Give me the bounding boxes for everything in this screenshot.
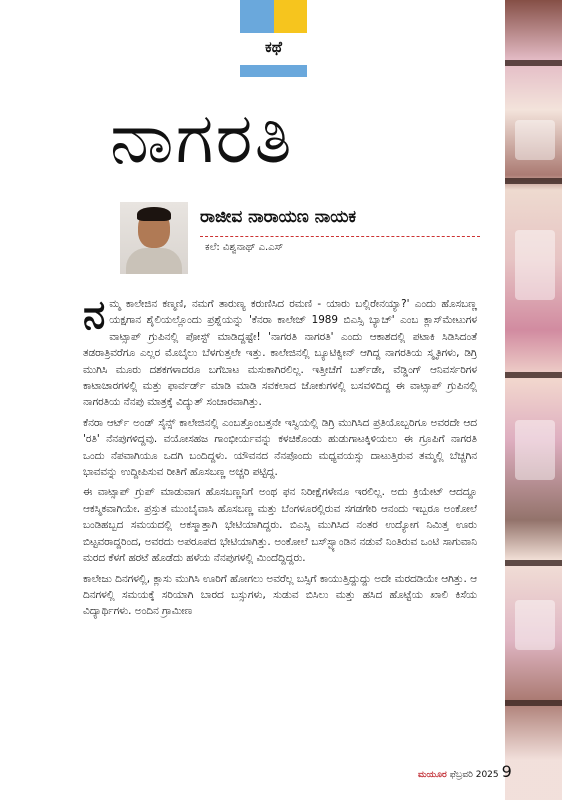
story-body [83,291,477,624]
paragraph: ಈ ವಾಟ್ಸಾಪ್ ಗ್ರುಪ್ ಮಾಡುವಾಗ ಹೊಸಬಣ್ಣನಿಗೆ ಅಂಥ ಫನ ನಿರೀಕ್ಷೆಗಳೇನೂ ಇರಲಿಲ್ಲ. ಅದು ಕ್ರಿಯೇಟ್ ಆದದ್ದೂ ಆಕಸ್ಮಿಕವಾಗಿಯೇ. ಪ್ರಸ್ತುತ ಮುಂಬೈವಾಸಿ ಹೊಸಬಣ್ಣ ಮತ್ತು ಬೆಂಗಳೂರಲ್ಲಿರುವ ಸಗಡಗೇರಿ ಆನಂದು ಇಬ್ಬರೂ ಅಂಕೋಲೆ ಬಂಡಿಹಬ್ಬದ ಸಮಯದಲ್ಲಿ ಅಕಸ್ಮಾತ್ತಾಗಿ ಭೇಟಿಯಾಗಿದ್ದರು. ಬಿಎಸ್ಸಿ ಮುಗಿಸಿದ ನಂತರ ಉದ್ಯೋಗ ನಿಮಿತ್ತ ಊರು ಬಿಟ್ಟವರಾದ್ದರಿಂದ, ಅವರದು ಅಪರೂಪದ ಭೇಟಿಯಾಗಿತ್ತು. ಅಂಕೋಲೆ ಬಸ್‌ಸ್ಟ್ಯಾಂಡಿನ ನಡುವೆ ನಿಂತಿರುವ ಒಂಟಿ ಸಾಗುವಾನಿ ಮರದ ಕೆಳಗೆ ಹರಟೆ ಹೊಡೆದು ಹಳೆಯ ನೆನಪುಗಳಲ್ಲಿ ಮಿಂದೆದ್ದಿದ್ದರು. [83,486,477,565]
section-label: ಕಥೆ [264,38,283,56]
paragraph: ಕೆನರಾ ಆರ್ಟ್ ಅಂಡ್ ಸೈನ್ಸ್ ಕಾಲೇಜಿನಲ್ಲಿ ಎಂಬತ್ತೊಂಬತ್ತನೇ ಇಸ್ವಿಯಲ್ಲಿ ಡಿಗ್ರಿ ಮುಗಿಸಿದ ಪ್ರತಿಯೊಬ್ಬರಿಗೂ ಅವರದೇ ಆದ 'ರತಿ' ನೆನಪುಗಳಿದ್ದವು. ವಯೋಸಹಜ ಗಾಂಭೀರ್ಯವನ್ನು ಕಳಚಿಕೊಂಡು ಹುಡುಗಾಟಕ್ಕಿಳಿಯಲು ಈ ಗ್ರೂಪಿಗೆ ನಾಗರತಿ ಒಂದು ನೆಪವಾಗಿಯೂ ಒದಗಿ ಬಂದಿದ್ದಳು. ಯೌವನದ ನೆನಪೊಂದು ಮಧ್ಯವಯಸ್ಸು ದಾಟುತ್ತಿರುವ ತಮ್ಮಲ್ಲಿ ಬೆಚ್ಚಗಿನ ಭಾವವನ್ನು ಉದ್ದೀಪಿಸುವ ರೀತಿಗೆ ಹೊಸಬಣ್ಣ ಅಚ್ಚರಿ ಪಟ್ಟಿದ್ದ. [83,416,477,479]
story-title: ನಾಗರತಿ [110,97,294,179]
drop-cap: ನ [83,291,106,338]
paragraph: ಕಾಲೇಜು ದಿನಗಳಲ್ಲಿ, ಕ್ಲಾಸು ಮುಗಿಸಿ ಊರಿಗೆ ಹೋಗಲು ಅವರೆಲ್ಲ ಬಸ್ಸಿಗೆ ಕಾಯುತ್ತಿದ್ದುದ್ದು ಅದೇ ಮರದಡಿಯೇ ಆಗಿತ್ತು. ಆ ದಿನಗಳಲ್ಲಿ ಸಮಯಕ್ಕೆ ಸರಿಯಾಗಿ ಬಾರದ ಬಸ್ಸುಗಳು, ಸುಡುವ ಬಿಸಿಲು ಮತ್ತು ಹಸಿದ ಹೊಟ್ಟೆಯ ಖಾಲಿ ಕಿಸೆಯ ವಿದ್ಯಾರ್ಥಿಗಳು. ಅಂದಿನ ಗ್ರಾಮೀಣ [83,572,477,618]
author-photo [120,202,188,274]
byline-divider [200,236,480,237]
logo-blue-block [240,0,274,33]
art-credit: ಕಲೆ: ವಿಶ್ವನಾಥ್ ಎ.ಎಸ್ [205,242,284,253]
logo-yellow-block [274,0,307,33]
paragraph-text: ಮ್ಮ ಕಾಲೇಜಿನ ಕಣ್ಮಣಿ, ನಮಗೆ ತಾರುಣ್ಯ ಕರುಣಿಸಿದ ರಮಣಿ - ಯಾರು ಬಲ್ಲಿರೇನಯ್ಯಾ?' ಎಂದು ಹೊಸಬಣ್ಣ ಯಕ್ಷಗಾನ ಶೈಲಿಯಲ್ಲೊಂದು ಪ್ರಶ್ನೆಯನ್ನು 'ಕೆನರಾ ಕಾಲೇಜ್ 1989 ಬಿಎಸ್ಸಿ ಬ್ಯಾಚ್' ಎಂಬ ಕ್ಲಾಸ್‌ಮೇಟುಗಳ ವಾಟ್ಸಾಪ್ ಗ್ರುಪಿನಲ್ಲಿ ಪೋಸ್ಟ್ ಮಾಡಿದ್ದಷ್ಟೇ! 'ನಾಗರತಿ ನಾಗರತಿ' ಎಂದು ಆಕಾಶದಲ್ಲಿ ಪಟಾಕಿ ಸಿಡಿಸಿದಂತೆ ತಡರಾತ್ರಿವರೆಗೂ ಎಲ್ಲರ ಮೊಬೈಲು ಬೆಳಗುತ್ತಲೇ ಇತ್ತು. ಕಾಲೇಜಿನಲ್ಲಿ ಬ್ಯೂಟಿಕ್ವೀನ್ ಆಗಿದ್ದ ನಾಗರತಿಯ ಸ್ಮೃತಿಗಳು, ಡಿಗ್ರಿ ಮುಗಿಸಿ ಮೂರು ದಶಕಗಳಾದರೂ ಬಗೆಬಾಟ ಮಸುಕಾಗಿರಲಿಲ್ಲ. ಇತ್ತೀಚೆಗೆ ಬರ್ತ್‌ಡೇ, ವೆಡ್ಡಿಂಗ್ ಆನಿವರ್ಸರಿಗಳ ಕಾಟಾಚಾರಗಳಲ್ಲಿ ಮತ್ತು ಫಾರ್ವರ್ಡ್ ಮಾಡಿ ಮಾಡಿ ಸವಕಲಾದ ಜೋಕುಗಳಲ್ಲಿ ಬಸವಳಿದಿದ್ದ ಈ ವಾಟ್ಸಾಪ್ ಗ್ರುಪಿನಲ್ಲಿ ನಾಗರತಿಯ ನೆನಪು ಮಾತ್ರಕ್ಕೆ ವಿದ್ಯುತ್ ಸಂಚಾರವಾಗಿತ್ತು. [83,298,477,409]
decorative-art-strip [505,0,562,800]
page-number: 9 [501,762,512,781]
section-logo [240,0,307,78]
paragraph [83,291,477,411]
author-name: ರಾಜೀವ ನಾರಾಯಣ ನಾಯಕ [200,207,357,227]
issue-date: ಫೆಬ್ರವರಿ 2025 [449,770,499,780]
magazine-name: ಮಯೂರ [418,770,447,780]
logo-blue-bar [240,65,307,77]
page-footer [418,762,512,781]
